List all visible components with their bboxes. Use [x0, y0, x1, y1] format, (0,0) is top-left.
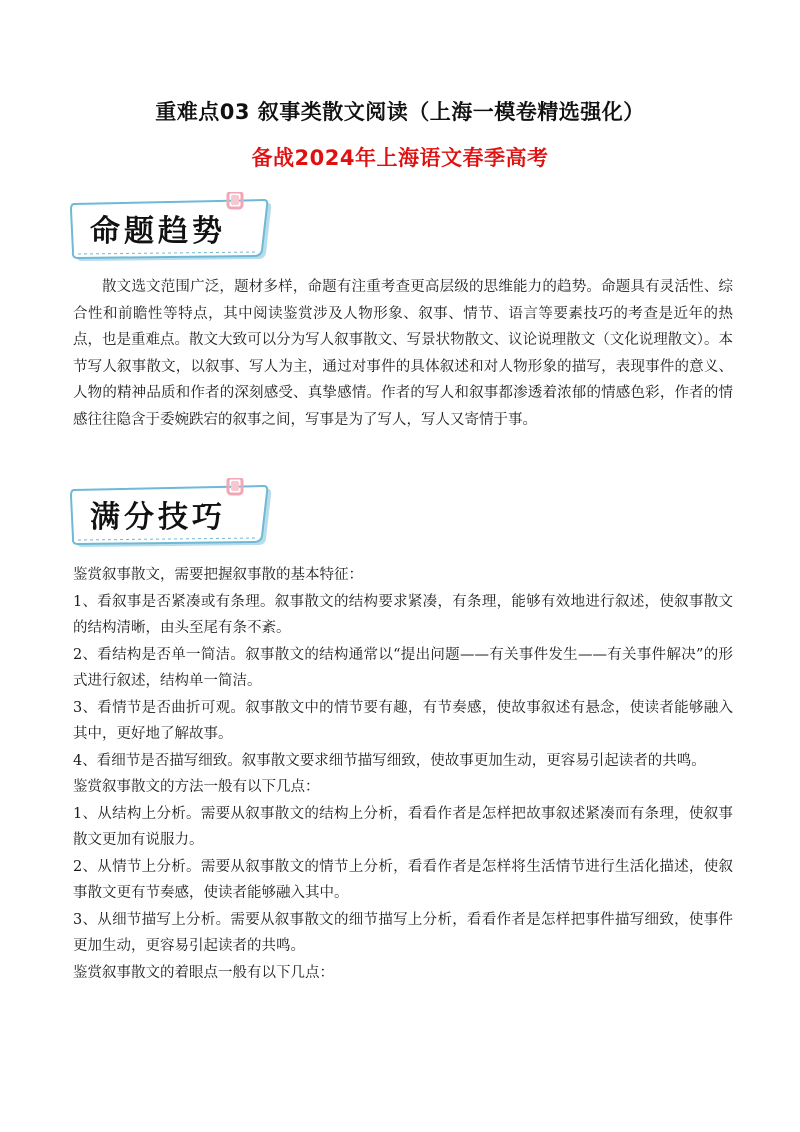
page-subtitle: 备战2024年上海语文春季高考 [251, 146, 549, 170]
trend-paragraph: 散文选文范围广泛，题材多样，命题有注重考查更高层级的思维能力的趋势。命题具有灵活性、综合性和前瞻性等特点，其中阅读鉴赏涉及人物形象、叙事、情节、语言等要素技巧的考查是近年的热点，也是重难点。散文大致可以分为写人叙事散文、写景状物散文、议论说理散文（文化说理散文）。本节写人叙事散文，以叙事、写人为主，通过对事件的具体叙述和对人物形象的描写，表现事件的意义、人物的精神品质和作者的深刻感受、真挚感情。作者的写人和叙事都渗透着浓郁的情感色彩，作者的情感往往隐含于委婉跌宕的叙事之间，写事是为了写人，写人又寄情于事。 [73, 279, 733, 428]
skills-line: 1、从结构上分析。需要从叙事散文的结构上分析，看看作者是怎样把故事叙述紧凑而有条理，使叙事散文更加有说服力。 [73, 805, 733, 848]
banner-label: 命题趋势 [90, 214, 226, 249]
skills-line: 鉴赏叙事散文的着眼点一般有以下几点： [73, 964, 334, 981]
skills-line: 1、看叙事是否紧凑或有条理。叙事散文的结构要求紧凑，有条理，能够有效地进行叙述，使叙事散文的结构清晰，由头至尾有条不紊。 [73, 593, 733, 636]
skills-text-block [73, 562, 733, 986]
banner-label: 满分技巧 [90, 500, 226, 535]
page-title: 重难点03 叙事类散文阅读（上海一模卷精选强化） [155, 100, 645, 124]
section-banner-trend [68, 192, 278, 264]
trend-paragraph-block [73, 274, 733, 433]
skills-line: 2、看结构是否单一简洁。叙事散文的结构通常以“提出问题——有关事件发生——有关事件解决”的形式进行叙述，结构单一简洁。 [73, 646, 733, 689]
skills-line: 鉴赏叙事散文，需要把握叙事散的基本特征： [73, 567, 363, 583]
skills-line: 3、看情节是否曲折可观。叙事散文中的情节要有趣，有节奏感，使故事叙述有悬念，使读者能够融入其中，更好地了解故事。 [73, 699, 733, 742]
skills-line: 4、看细节是否描写细致。叙事散文要求细节描写细致，使故事更加生动，更容易引起读者的共鸣。 [73, 752, 706, 769]
skills-line: 3、从细节描写上分析。需要从叙事散文的细节描写上分析，看看作者是怎样把事件描写细致，使事件更加生动，更容易引起读者的共鸣。 [73, 911, 733, 954]
skills-line: 2、从情节上分析。需要从叙事散文的情节上分析，看看作者是怎样将生活情节进行生活化描述，使叙事散文更有节奏感，使读者能够融入其中。 [73, 858, 733, 901]
skills-line: 鉴赏叙事散文的方法一般有以下几点： [73, 779, 320, 795]
section-banner-skills [68, 478, 278, 550]
